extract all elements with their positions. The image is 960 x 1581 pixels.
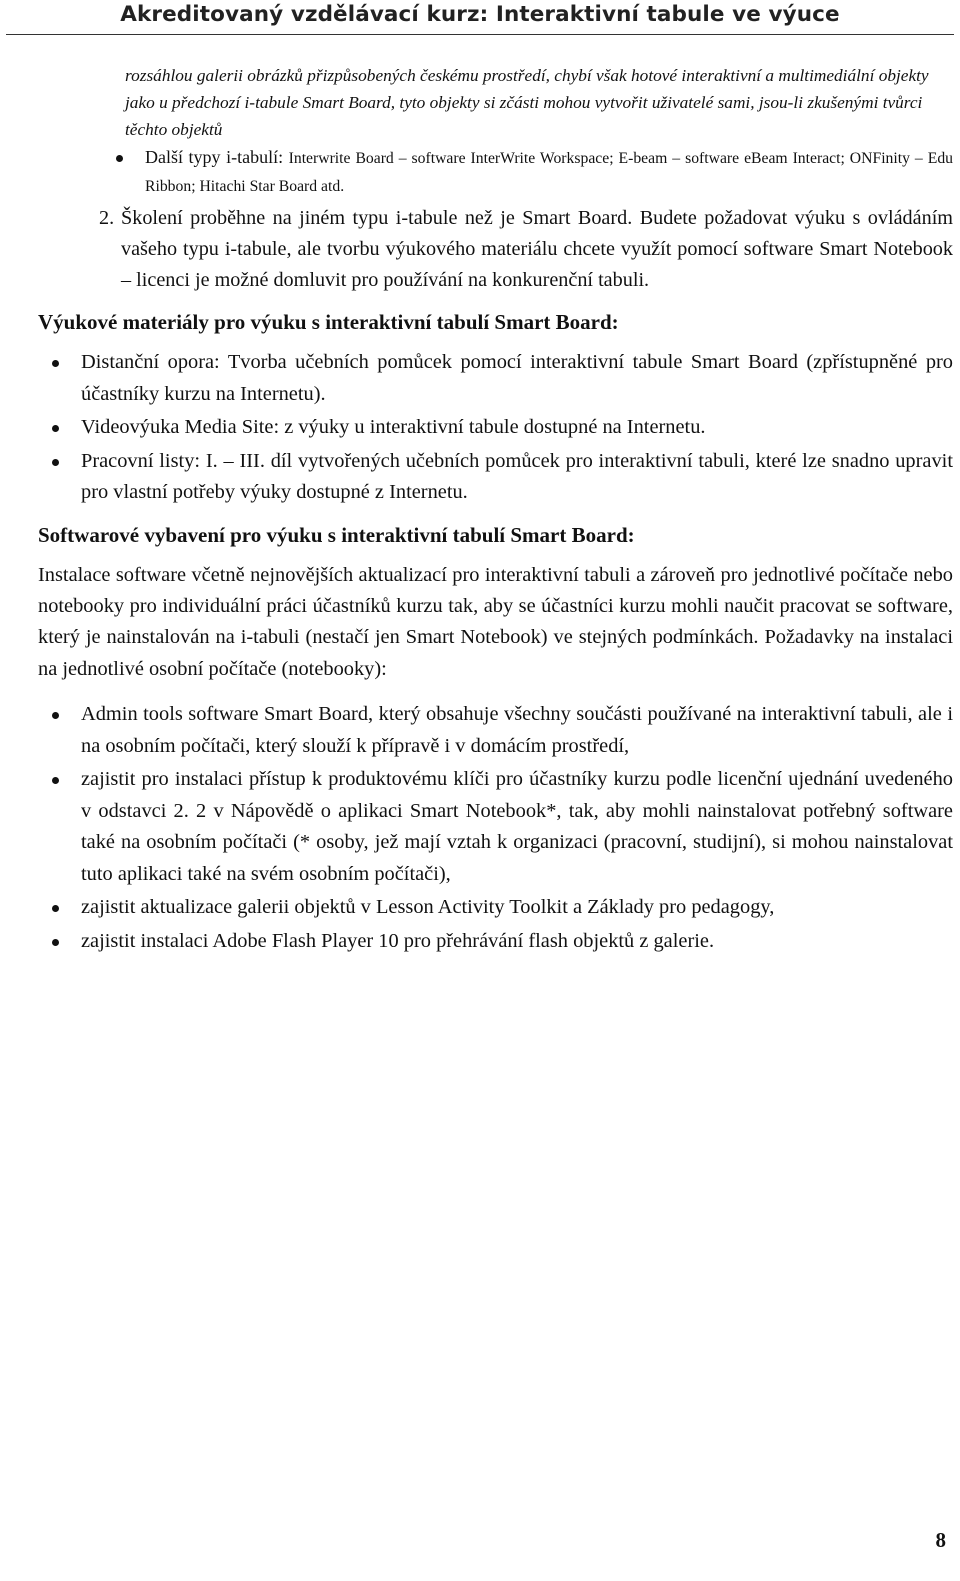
item-number: 2. — [99, 207, 115, 229]
page-header — [0, 0, 960, 40]
materials-list — [40, 347, 953, 509]
page-number: 8 — [935, 1528, 946, 1552]
header-title: Akreditovaný vzdělávací kurz: Interaktivní tabule ve výuce — [120, 2, 840, 27]
other-types-label: Další typy i-tabulí: — [145, 147, 284, 167]
numbered-item-2 — [99, 203, 954, 296]
software-paragraph: Instalace software včetně nejnovějších aktualizací pro interaktivní tabuli a zároveň pro jednotlivé počítače nebo notebooky pro individuální práci účastníků kurzu tak, aby se účastníci kurzu mohli naučit pracovat se software, který je nainstalován na i-tabuli (nestačí jen Smart Notebook) ve stejných podmínkách. Požadavky na instalaci na jednotlivé osobní počítače (notebooky): — [38, 563, 953, 680]
software-heading: Softwarové vybavení pro výuku s interaktivní tabulí Smart Board: — [38, 522, 635, 547]
list-item: zajistit pro instalaci přístup k produktovému klíči pro účastníky kurzu podle licenční ujednání uvedeného v odstavci 2. 2 v Nápovědě o aplikaci Smart Notebook*, tak, aby mohli nainstalovat potřebný software také na osobním počítači (* osoby, jež mají vztah k organizaci (pracovní, studijní), si mohou nainstalovat tuto aplikaci také na svém osobním počítači), — [40, 764, 953, 890]
page-content — [40, 62, 953, 959]
list-item: zajistit instalaci Adobe Flash Player 10 pro přehrávání flash objektů z galerie. — [40, 926, 953, 958]
header-rule — [6, 34, 954, 35]
other-types-text: Interwrite Board – software InterWrite Workspace; E-beam – software eBeam Interact; ONFinity – Edu Ribbon; Hitachi Star Board atd. — [145, 150, 954, 195]
list-item: Videovýuka Media Site: z výuky u interaktivní tabule dostupné na Internetu. — [40, 412, 953, 444]
list-item: Admin tools software Smart Board, který obsahuje všechny součásti používané na interaktivní tabuli, ale i na osobním počítači, který slouží k přípravě i v domácím prostředí, — [40, 699, 953, 762]
item-2-lead: Školení proběhne na jiném typu i-tabule než je Smart Board. — [121, 207, 633, 229]
intro-italic-text: rozsáhlou galerii obrázků přizpůsobených českému prostředí, chybí však hotové interaktivní a multimediální objekty jako u předchozí i-tabule Smart Board, tyto objekty si zčásti mohou vytvořit uživatelé sami, jsou-li zkušenými tvůrci těchto objektů — [125, 66, 929, 139]
software-list — [40, 699, 953, 957]
bullet-other-types — [104, 144, 953, 200]
materials-heading: Výukové materiály pro výuku s interaktivní tabulí Smart Board: — [38, 310, 619, 334]
item-2-text: Budete požadovat výuku s ovládáním vašeho typu i-tabule, ale tvorbu výukového materiálu chcete využít pomocí software Smart Notebook – licenci je možné domluvit pro používání na konkurenční tabuli. — [121, 207, 954, 291]
list-item: Distanční opora: Tvorba učebních pomůcek pomocí interaktivní tabule Smart Board (zpřístupněné pro účastníky kurzu na Internetu). — [40, 347, 953, 410]
list-item: zajistit aktualizace galerii objektů v Lesson Activity Toolkit a Základy pro pedagogy, — [40, 892, 953, 924]
list-item: Pracovní listy: I. – III. díl vytvořených učebních pomůcek pro interaktivní tabuli, které lze snadno upravit pro vlastní potřeby výuky dostupné z Internetu. — [40, 446, 953, 509]
